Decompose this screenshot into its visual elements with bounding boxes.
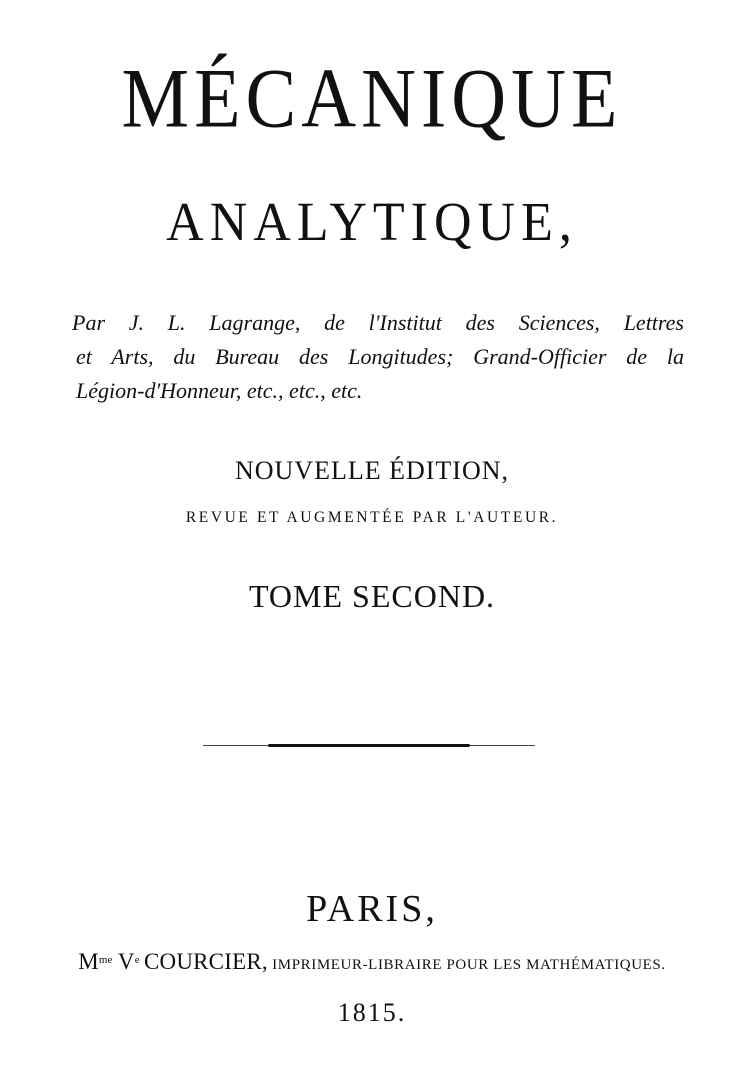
- imprint-prefix-mid: V: [112, 949, 135, 974]
- author-line-3: Légion-d'Honneur, etc., etc., etc.: [76, 378, 363, 403]
- imprint-prefix-sup2: e: [134, 954, 140, 966]
- imprint-prefix-sup1: me: [98, 954, 113, 966]
- author-line-1: Par J. L. Lagrange, de l'Institut des Sciences, Lettres: [72, 310, 684, 335]
- imprint-prefix: M: [78, 949, 99, 974]
- imprint-city: PARIS,: [306, 888, 438, 930]
- volume-label: TOME SECOND.: [248, 578, 496, 614]
- divider-rule-thick: [268, 744, 470, 747]
- author-line-2: et Arts, du Bureau des Longitudes; Grand-Officier de la: [76, 344, 684, 369]
- edition-label: NOUVELLE ÉDITION,: [234, 456, 510, 485]
- imprint-year: 1815.: [337, 998, 407, 1027]
- title-line-2: ANALYTIQUE,: [166, 192, 578, 253]
- imprint-line: [0, 950, 744, 973]
- edition-subtitle: REVUE ET AUGMENTÉE PAR L'AUTEUR.: [185, 509, 559, 526]
- author-block: [72, 306, 684, 408]
- imprint-publisher: COURCIER,: [143, 949, 268, 974]
- imprint-description: IMPRIMEUR-LIBRAIRE POUR LES MATHÉMATIQUES.: [272, 957, 666, 973]
- title-line-1: MÉCANIQUE: [121, 51, 623, 146]
